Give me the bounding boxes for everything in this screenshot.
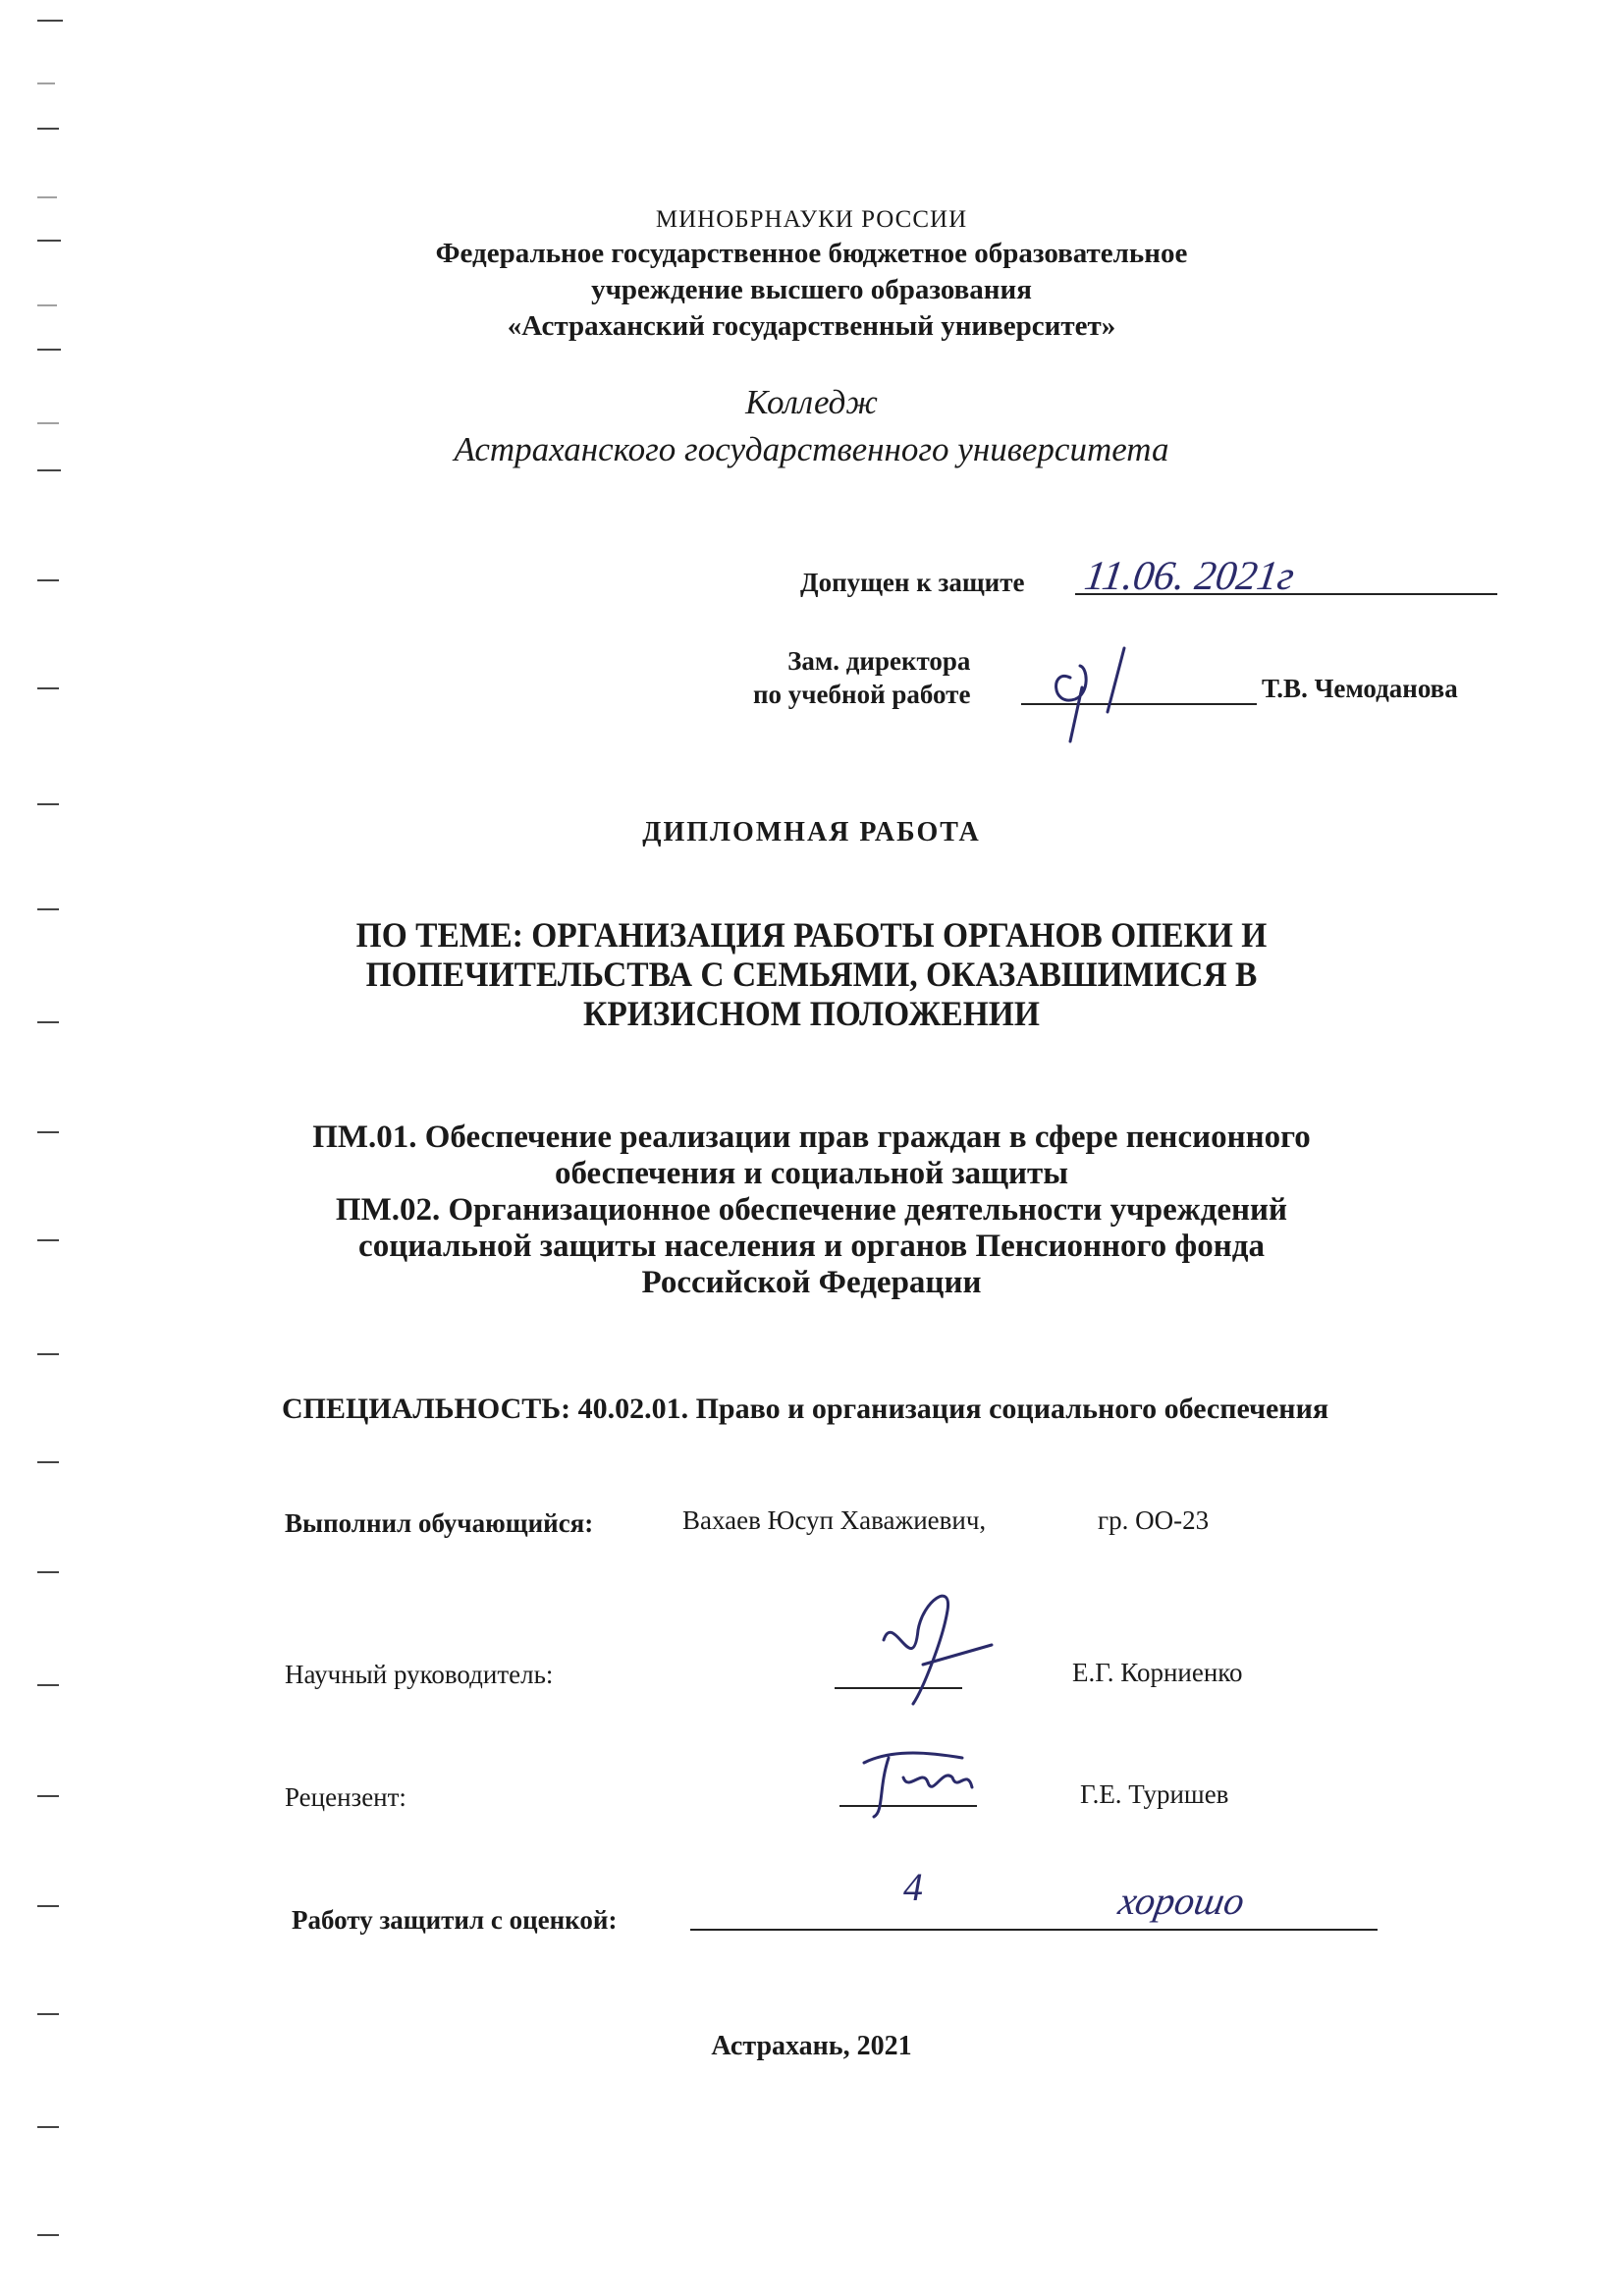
topic-line: ПО ТЕМЕ: ОРГАНИЗАЦИЯ РАБОТЫ ОРГАНОВ ОПЕКИ И: [355, 915, 1268, 955]
thesis-topic: [57, 915, 1566, 1033]
deputy-title-line: Зам. директора: [787, 646, 971, 676]
admission-label: Допущен к защите: [800, 568, 1025, 597]
grade-number-handwritten: 4: [903, 1865, 923, 1909]
institution-line: учреждение высшего образования: [591, 274, 1032, 305]
deputy-title: [753, 644, 970, 711]
module-line: обеспечения и социальной защиты: [554, 1156, 1069, 1191]
college-line: Колледж: [745, 383, 878, 421]
deputy-signature: [1031, 629, 1188, 746]
topic-line: ПОПЕЧИТЕЛЬСТВА С СЕМЬЯМИ, ОКАЗАВШИМИСЯ В: [365, 955, 1258, 994]
reviewer-signature: [844, 1738, 992, 1827]
institution-name: [0, 236, 1623, 345]
institution-line: Федеральное государственное бюджетное образовательное: [435, 238, 1188, 269]
module-line: социальной защиты населения и органов Пенсионного фонда: [358, 1229, 1265, 1264]
grade-word-line: [1090, 1929, 1378, 1931]
topic-line: КРИЗИСНОМ ПОЛОЖЕНИИ: [583, 994, 1040, 1033]
student-label: Выполнил обучающийся:: [285, 1508, 594, 1538]
college-line: Астраханского государственного университета: [454, 430, 1169, 468]
deputy-name: Т.В. Чемоданова: [1262, 674, 1458, 703]
thesis-type: ДИПЛОМНАЯ РАБОТА: [642, 817, 981, 847]
supervisor-name: Е.Г. Корниенко: [1072, 1658, 1243, 1687]
reviewer-name: Г.Е. Туришев: [1080, 1779, 1229, 1809]
supervisor-signature: [854, 1571, 1011, 1709]
ministry-name: МИНОБРНАУКИ РОССИИ: [655, 206, 968, 233]
reviewer-label: Рецензент:: [285, 1782, 406, 1812]
professional-modules: [0, 1120, 1623, 1301]
deputy-title-line: по учебной работе: [753, 680, 971, 709]
city-year: Астрахань, 2021: [711, 2031, 912, 2061]
admission-date-handwritten: 11.06. 2021г: [1081, 554, 1298, 599]
student-name: Вахаев Юсуп Хаважиевич,: [682, 1505, 987, 1535]
specialty: СПЕЦИАЛЬНОСТЬ: 40.02.01. Право и организация социального обеспечения: [282, 1393, 1329, 1425]
module-line: Российской Федерации: [641, 1265, 982, 1300]
supervisor-label: Научный руководитель:: [285, 1660, 554, 1689]
institution-line: «Астраханский государственный университет»: [507, 310, 1116, 342]
college-name: [0, 379, 1623, 473]
module-line: ПМ.01. Обеспечение реализации прав граждан в сфере пенсионного: [312, 1120, 1311, 1155]
student-group: гр. ОО-23: [1098, 1505, 1210, 1535]
defense-label: Работу защитил с оценкой:: [292, 1905, 618, 1935]
module-line: ПМ.02. Организационное обеспечение деятельности учреждений: [335, 1192, 1288, 1228]
grade-number-line: [690, 1929, 1093, 1931]
grade-word-handwritten: хорошо: [1115, 1879, 1248, 1923]
